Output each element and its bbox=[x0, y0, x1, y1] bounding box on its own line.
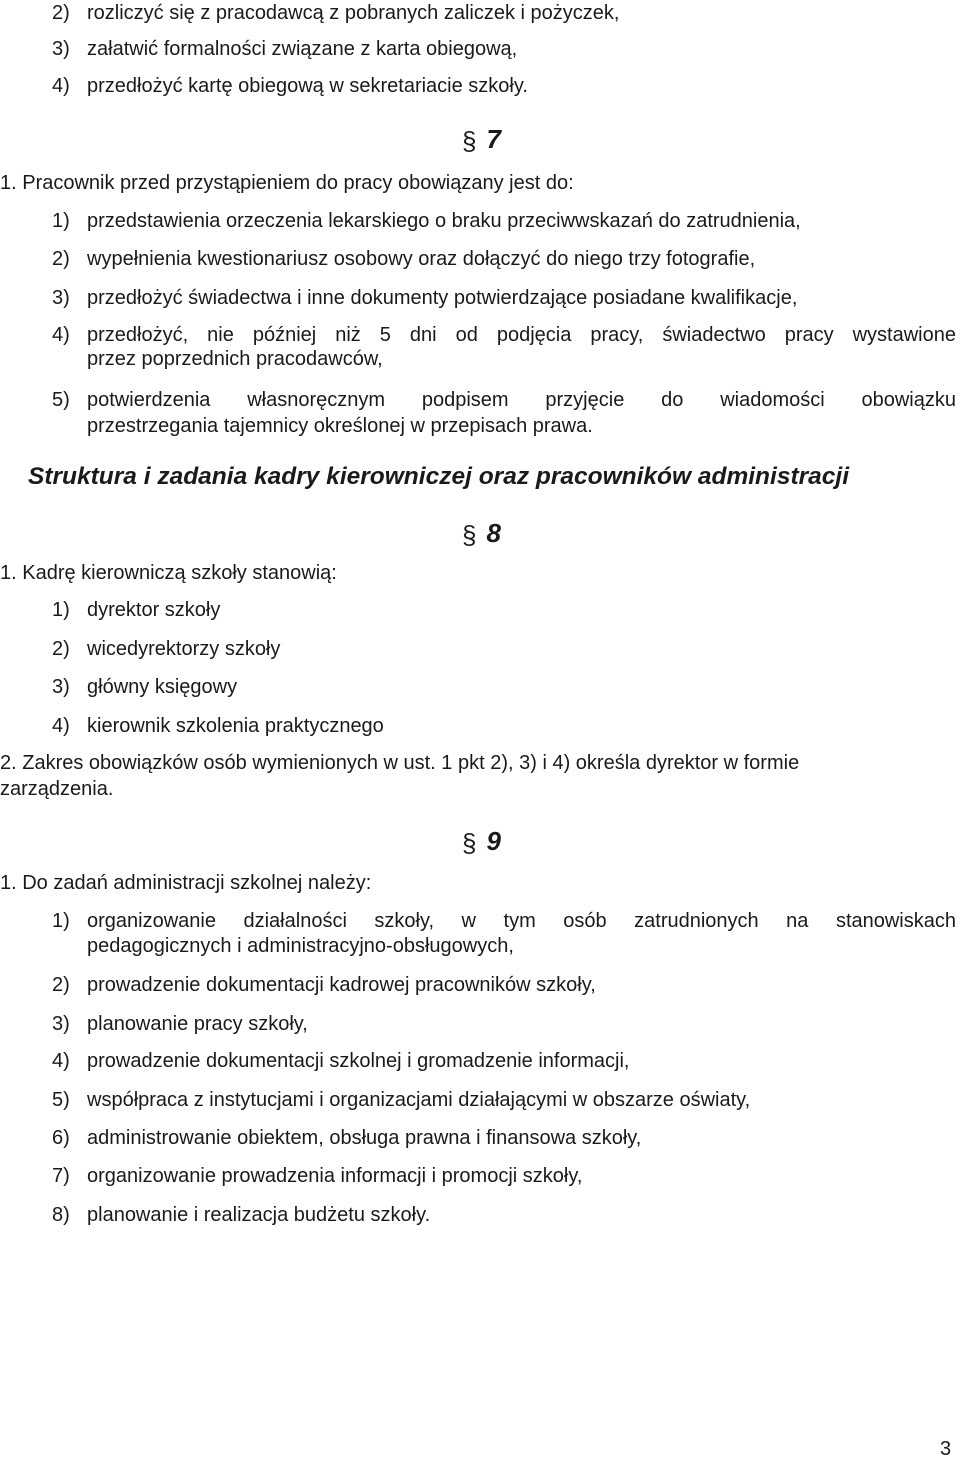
list-item-number: 7) bbox=[52, 1165, 70, 1187]
list-item-number: 3) bbox=[52, 38, 70, 60]
list-item-number: 2) bbox=[52, 638, 70, 660]
paragraph-8-point-2: 2. Zakres obowiązków osób wymienionych w ust. 1 pkt 2), 3) i 4) określa dyrektor w formie bbox=[0, 752, 800, 774]
list-item-text: przedłożyć, nie później niż 5 dni od podjęcia pracy, świadectwo pracy wystawione bbox=[87, 324, 956, 346]
list-item-text-continued: przez poprzednich pracodawców, bbox=[87, 348, 383, 370]
list-item-number: 2) bbox=[52, 248, 70, 270]
list-item-number: 1) bbox=[52, 210, 70, 232]
list-item-text: przedłożyć kartę obiegową w sekretariacie szkoły. bbox=[87, 75, 528, 97]
list-item-text: potwierdzenia własnoręcznym podpisem przyjęcie do wiadomości obowiązku bbox=[87, 389, 956, 411]
list-item-number: 4) bbox=[52, 1050, 70, 1072]
list-item-number: 4) bbox=[52, 715, 70, 737]
list-item-text: organizowanie prowadzenia informacji i promocji szkoły, bbox=[87, 1165, 583, 1187]
paragraph-8-intro: 1. Kadrę kierowniczą szkoły stanowią: bbox=[0, 562, 337, 584]
paragraph-9-heading bbox=[462, 826, 501, 856]
section-heading: Struktura i zadania kadry kierowniczej oraz pracowników administracji bbox=[28, 463, 850, 490]
paragraph-7-heading bbox=[462, 124, 501, 154]
list-item-text: prowadzenie dokumentacji szkolnej i gromadzenie informacji, bbox=[87, 1050, 630, 1072]
paragraph-8-heading bbox=[462, 518, 501, 548]
list-item-text: organizowanie działalności szkoły, w tym osób zatrudnionych na stanowiskach bbox=[87, 910, 956, 932]
list-item-number: 2) bbox=[52, 974, 70, 996]
section-symbol: § bbox=[462, 520, 477, 550]
list-item-number: 3) bbox=[52, 676, 70, 698]
list-item-number: 4) bbox=[52, 75, 70, 97]
list-item-text: planowanie i realizacja budżetu szkoły. bbox=[87, 1204, 431, 1226]
list-item-text: prowadzenie dokumentacji kadrowej pracowników szkoły, bbox=[87, 974, 596, 996]
list-item-text: administrowanie obiektem, obsługa prawna i finansowa szkoły, bbox=[87, 1127, 642, 1149]
list-item-text: główny księgowy bbox=[87, 676, 238, 698]
list-item-text: rozliczyć się z pracodawcą z pobranych zaliczek i pożyczek, bbox=[87, 2, 620, 24]
list-item-text-continued: przestrzegania tajemnicy określonej w przepisach prawa. bbox=[87, 415, 593, 437]
paragraph-8-point-2-continued: zarządzenia. bbox=[0, 778, 114, 800]
list-item-text: przedłożyć świadectwa i inne dokumenty potwierdzające posiadane kwalifikacje, bbox=[87, 287, 798, 309]
list-item-number: 5) bbox=[52, 389, 70, 411]
list-item-number: 1) bbox=[52, 599, 70, 621]
paragraph-9-intro: 1. Do zadań administracji szkolnej należy: bbox=[0, 872, 372, 894]
list-item-text: wypełnienia kwestionariusz osobowy oraz dołączyć do niego trzy fotografie, bbox=[87, 248, 756, 270]
list-item-number: 2) bbox=[52, 2, 70, 24]
page-number: 3 bbox=[940, 1438, 952, 1460]
list-item-text: współpraca z instytucjami i organizacjami działającymi w obszarze oświaty, bbox=[87, 1089, 751, 1111]
paragraph-7-intro: 1. Pracownik przed przystąpieniem do pracy obowiązany jest do: bbox=[0, 172, 574, 194]
list-item-number: 8) bbox=[52, 1204, 70, 1226]
section-symbol: § bbox=[462, 828, 477, 858]
list-item-number: 6) bbox=[52, 1127, 70, 1149]
list-item-text: wicedyrektorzy szkoły bbox=[87, 638, 281, 660]
paragraph-number: 9 bbox=[486, 826, 501, 856]
list-item-number: 3) bbox=[52, 287, 70, 309]
list-item-text: planowanie pracy szkoły, bbox=[87, 1013, 308, 1035]
list-item-text: przedstawienia orzeczenia lekarskiego o braku przeciwwskazań do zatrudnienia, bbox=[87, 210, 801, 232]
paragraph-number: 7 bbox=[486, 124, 501, 154]
list-item-number: 1) bbox=[52, 910, 70, 932]
list-item-number: 4) bbox=[52, 324, 70, 346]
list-item-text: kierownik szkolenia praktycznego bbox=[87, 715, 384, 737]
list-item-text-continued: pedagogicznych i administracyjno-obsługowych, bbox=[87, 935, 514, 957]
list-item-text: załatwić formalności związane z karta obiegową, bbox=[87, 38, 518, 60]
list-item-text: dyrektor szkoły bbox=[87, 599, 221, 621]
list-item-number: 5) bbox=[52, 1089, 70, 1111]
section-symbol: § bbox=[462, 126, 477, 156]
list-item-number: 3) bbox=[52, 1013, 70, 1035]
paragraph-number: 8 bbox=[486, 518, 501, 548]
